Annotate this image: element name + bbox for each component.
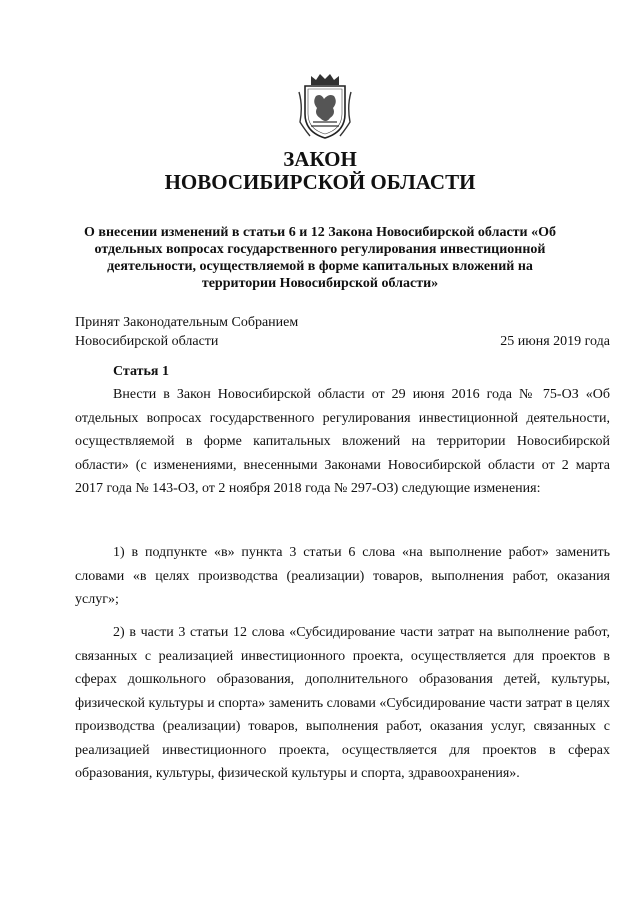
adopted-by-line: Принят Законодательным Собранием bbox=[75, 315, 299, 330]
article-item-2-block bbox=[75, 621, 610, 786]
coat-of-arms-icon bbox=[296, 72, 354, 140]
article-intro-block bbox=[75, 383, 610, 501]
adoption-date: 25 июня 2019 года bbox=[500, 334, 610, 349]
adoption-block bbox=[75, 313, 610, 351]
adopted-by-region: Новосибирской области bbox=[75, 334, 219, 349]
law-title-line1: ЗАКОН bbox=[283, 147, 357, 171]
article-item-1-paragraph: 1) в подпункте «в» пункта 3 статьи 6 слова «на выполнение работ» заменить словами «в целях производства (реализации) товаров, выполнения работ, оказания услуг»; bbox=[75, 545, 610, 607]
article-item-1-block bbox=[75, 541, 610, 612]
article-title: Статья 1 bbox=[113, 364, 169, 379]
article-intro-paragraph: Внести в Закон Новосибирской области от 29 июня 2016 года № 75-ОЗ «Об отдельных вопросах государственного регулирования инвестиционной деятельности, осуществляемой в форме капитальных вложений на территории Новосибирской области» (с изменениями, внесенными Законами Новосибирской области от 2 марта 2017 года № 143-ОЗ, от 2 ноября 2018 года № 297-ОЗ) следующие изменения: bbox=[75, 387, 610, 496]
law-title-line2: НОВОСИБИРСКОЙ ОБЛАСТИ bbox=[164, 170, 476, 194]
law-subtitle: О внесении изменений в статьи 6 и 12 Закона Новосибирской области «Об отдельных вопросах государственного регулирования инвестиционной деятельности, осуществляемой в форме капитальных вложений на территории Новосибирской области» bbox=[84, 225, 556, 291]
adopted-by-row bbox=[75, 332, 610, 351]
article-item-2-paragraph: 2) в части 3 статьи 12 слова «Субсидирование части затрат на выполнение работ, связанных с реализацией инвестиционного проекта, осуществляется для проектов в сферах дошкольного образования, дополнительного образования детей, культуры, физической культуры и спорта» заменить словами «Субсидирование части затрат в целях производства (реализации) товаров, выполнения работ, оказания услуг, связанных с реализацией инвестиционного проекта, осуществляется для проектов в сферах образования, культуры, физической культуры и спорта, здравоохранения». bbox=[75, 625, 610, 781]
